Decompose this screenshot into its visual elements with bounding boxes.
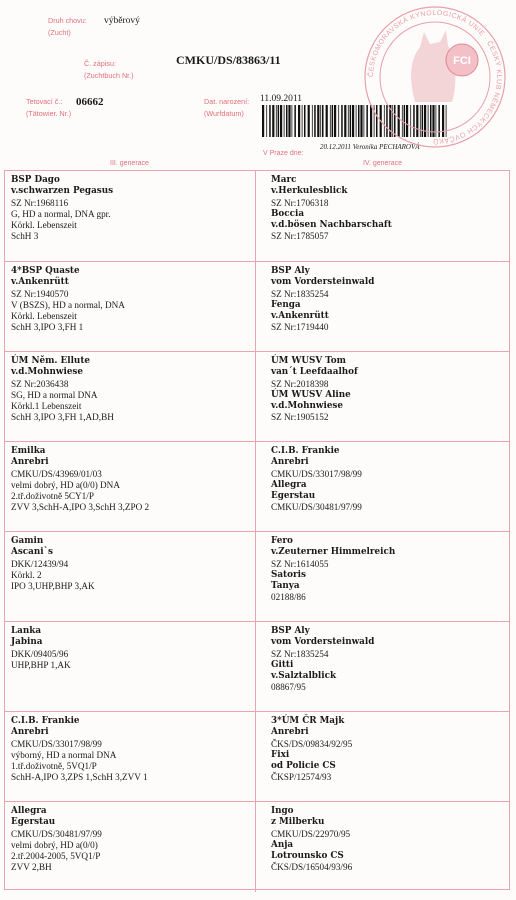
ancestor-detail: SZ Nr:2036438 [11,378,69,389]
generation-4-header: IV. generace [362,160,403,167]
barcode-bar [286,105,288,137]
ancestor-detail: CMKU/DS/33017/98/99 [11,738,102,749]
ancestor-detail: ČKS/DS/16504/93/96 [271,862,353,873]
pedigree-row [5,711,509,802]
ancestor-detail: SchH 3,IPO 3,FH 1,AD,BH [11,412,114,423]
barcode-bar [292,105,293,137]
ancestor-name: BSP Aly [271,626,310,636]
ancestor-gen3-cell [5,442,256,532]
barcode-bar [326,105,328,137]
ancestor-detail: CMKU/DS/33017/98/99 [271,468,362,479]
generation-3-header: III. generace [110,160,149,167]
ancestor-name: C.I.B. Frankie [271,446,340,456]
ancestor-name: vom Vordersteinwald [271,637,375,648]
ancestor-detail: SchH 3,IPO 3,FH 1 [11,322,84,333]
barcode-bar [278,105,280,137]
ancestor-detail: SG, HD a normal DNA [11,389,98,400]
ancestor-detail: SZ Nr:1968116 [11,197,69,208]
barcode-bar [341,105,343,137]
narozeni-label-de: (Wurfdatum) [204,109,244,118]
ancestor-detail: DKK/09405/96 [11,648,69,659]
ancestor-name: v.Salztalblick [271,671,337,682]
zapis-label-de: (Zuchtbuch Nr.) [84,71,134,80]
barcode-bar [312,105,313,137]
ancestor-gen4-cell [256,802,511,892]
pedigree-row [5,351,509,442]
ancestor-name: ÚM WUSV Tom [271,356,346,366]
ancestor-name: Gitti [271,659,294,670]
issued-signature: 20.12.2011 Veronika PECHAROVÁ [320,143,420,151]
barcode-bar [314,105,316,137]
barcode-bar [322,105,324,137]
ancestor-name: Anrebri [11,457,49,468]
barcode-bar [302,105,303,137]
ancestor-detail: Körkl. Lebenszeit [11,220,77,231]
barcode-bar [352,105,354,137]
ancestor-detail: CMKU/DS/22970/95 [271,828,351,839]
barcode-bar [280,105,282,137]
druh-chovu-value: výběrový [104,16,140,26]
ancestor-gen3-cell [5,171,256,261]
ancestor-detail: SZ Nr:1706318 [271,197,329,208]
ancestor-name: v.d.Mohnwiese [11,367,83,378]
barcode-bar [348,105,349,137]
ancestor-gen3-cell [5,802,256,892]
pedigree-row [5,621,509,712]
ancestor-detail: G, HD a normal, DNA gpr. [11,208,111,219]
narozeni-label: Dat. narození: [204,97,250,106]
fci-logo: FCI [453,55,471,67]
druh-chovu-label: Druh chovu: [48,16,87,25]
pedigree-row [5,801,509,892]
ancestor-name: vom Vordersteinwald [271,277,375,288]
ancestor-name: Anrebri [11,727,49,738]
ancestor-name: Tanya [271,581,300,592]
ancestor-name: ÚM Něm. Ellute [11,356,90,366]
ancestor-gen3-cell [5,622,256,712]
ancestor-detail: SZ Nr:1835254 [271,648,329,659]
ancestor-name: v.Ankenrütt [271,311,329,322]
ancestor-name: van´t Leefdaalhof [271,367,358,378]
ancestor-name: Lotrounsko CS [271,851,344,862]
barcode-bar [330,105,331,137]
ancestor-name: Gamin [11,536,44,546]
ancestor-detail: 2.tř.2004-2005, 5VQ1/P [11,851,101,862]
ancestor-detail: CMKU/DS/30481/97/99 [11,828,102,839]
barcode-bar [338,105,339,137]
stamp-ring-text: ČESKOMORAVSKÁ KYNOLOGICKÁ UNIE · ČESKÝ KLUB NĚMECKÝCH OVČÁKŮ [367,9,503,145]
ancestor-name: v.schwarzen Pegasus [11,186,114,197]
ancestor-name: BSP Dago [11,175,60,185]
ancestor-detail: ZVV 2,BH [11,862,52,873]
ancestor-detail: 1.tř.doživotně, 5VQ1/P [11,761,97,772]
ancestor-detail: ČKS/DS/09834/92/95 [271,738,353,749]
ancestor-detail: SZ Nr:1614055 [271,558,329,569]
ancestor-detail: Körkl.1 Lebenszeit [11,401,82,412]
ancestor-detail: IPO 3,UHP,BHP 3,AK [11,581,95,592]
ancestor-name: BSP Aly [271,266,310,276]
ancestor-name: Anja [271,839,294,850]
ancestor-name: Ingo [271,806,294,816]
ancestor-name: v.d.bösen Nachbarschaft [271,220,392,231]
ancestor-gen4-cell [256,442,511,532]
barcode-bar [272,105,274,137]
ancestor-name: 4*BSP Quaste [11,266,80,276]
tetovaci-label: Tetovací č.: [26,97,63,106]
ancestor-detail: SZ Nr:1835254 [271,288,329,299]
ancestor-detail: V (BSZS), HD a normal, DNA [11,299,125,310]
ancestor-name: Satoris [271,569,306,580]
ancestor-name: Emilka [11,446,46,456]
barcode-bar [350,105,352,137]
pedigree-row [5,531,509,622]
barcode-bar [320,105,321,137]
barcode-bar [298,105,300,137]
ancestor-gen3-cell [5,712,256,802]
ancestor-detail: velmi dobrý, HD a(0/0) [11,839,98,850]
ancestor-gen4-cell [256,622,511,712]
druh-chovu-label-de: (Zucht) [48,28,71,37]
ancestor-detail: SchH 3 [11,231,39,242]
ancestor-detail: SchH-A,IPO 3,ZPS 1,SchH 3,ZVV 1 [11,772,148,783]
barcode-bar [266,105,267,137]
ancestor-name: Allegra [271,479,307,490]
ancestor-name: z Milberku [271,817,325,828]
ancestor-detail: ČKSP/12574/93 [271,772,332,783]
ancestor-name: v.Herkulesblick [271,186,348,197]
ancestor-gen4-cell [256,262,511,352]
ancestor-detail: SZ Nr:1719440 [271,322,329,333]
barcode-bar [284,105,285,137]
ancestor-detail: ZVV 3,SchH-A,IPO 3,SchH 3,ZPO 2 [11,502,150,513]
ancestor-name: Fero [271,536,293,546]
barcode-bar [262,105,264,137]
pedigree-row [5,171,509,261]
ancestor-detail: velmi dobrý, HD a(0/0) DNA [11,479,120,490]
ancestor-name: 3*ÚM ČR Majk [271,716,345,726]
ancestor-detail: SZ Nr:1905152 [271,412,329,423]
tattoo-number: 06662 [76,96,104,108]
registration-number: CMKU/DS/83863/11 [176,53,281,67]
ancestor-name: v.Zeuterner Himmelreich [271,547,396,558]
ancestor-name: Ascani`s [11,547,53,558]
ancestor-name: v.Ankenrütt [11,277,69,288]
birth-date: 11.09.2011 [260,94,303,104]
barcode-bar [317,105,319,137]
pedigree-row [5,441,509,532]
tetovaci-label-de: (Tätowier. Nr.) [26,109,72,118]
ancestor-detail: výborný, HD a normal DNA [11,749,117,760]
ancestor-gen3-cell [5,262,256,352]
ancestor-detail: 2.tř.doživotně 5CY1/P [11,491,94,502]
ancestor-gen4-cell [256,352,511,442]
barcode-bar [308,105,310,137]
ancestor-name: Lanka [11,626,42,636]
ancestor-detail: 08867/95 [271,682,306,693]
barcode-bar [276,105,277,137]
ancestor-name: v.d.Mohnwiese [271,401,343,412]
ancestor-name: Boccia [271,208,305,219]
pedigree-row [5,261,509,352]
ancestor-name: ÚM WUSV Aline [271,389,351,400]
ancestor-name: Jabina [11,637,43,648]
ancestor-detail: UHP,BHP 1,AK [11,659,71,670]
pedigree-grid [4,170,510,890]
ancestor-detail: Körkl. 2 [11,569,42,580]
ancestor-gen3-cell [5,532,256,622]
barcode-bar [356,105,357,137]
praze-label: V Praze dne: [263,150,304,157]
barcode-bar [332,105,334,137]
ancestor-name: od Policie CS [271,761,336,772]
barcode-bar [344,105,346,137]
zapis-label: Č. zápisu: [84,59,116,68]
ancestor-name: C.I.B. Frankie [11,716,80,726]
ancestor-detail: SZ Nr:1785057 [271,231,329,242]
ancestor-detail: CMKU/DS/43969/01/03 [11,468,102,479]
ancestor-detail: Körkl. Lebenszeit [11,311,77,322]
ancestor-detail: CMKU/DS/30481/97/99 [271,502,362,513]
barcode-bar [269,105,271,137]
ancestor-name: Anrebri [271,457,309,468]
barcode-bar [334,105,336,137]
ancestor-gen4-cell [256,712,511,802]
ancestor-gen4-cell [256,532,511,622]
ancestor-name: Egerstau [11,817,56,828]
barcode-bar [294,105,296,137]
ancestor-detail: SZ Nr:1940570 [11,288,69,299]
ancestor-name: Fixi [271,749,290,760]
ancestor-detail: 02188/86 [271,592,306,603]
barcode-bar [288,105,290,137]
ancestor-detail: SZ Nr:2018398 [271,378,329,389]
ancestor-detail: DKK/12439/94 [11,558,69,569]
kennel-club-stamp [360,2,510,152]
ancestor-name: Allegra [11,806,47,816]
ancestor-name: Anrebri [271,727,309,738]
ancestor-name: Egerstau [271,491,316,502]
ancestor-name: Fenga [271,299,301,310]
ancestor-name: Marc [271,175,297,185]
ancestor-gen3-cell [5,352,256,442]
ancestor-gen4-cell [256,171,511,261]
barcode-bar [304,105,306,137]
